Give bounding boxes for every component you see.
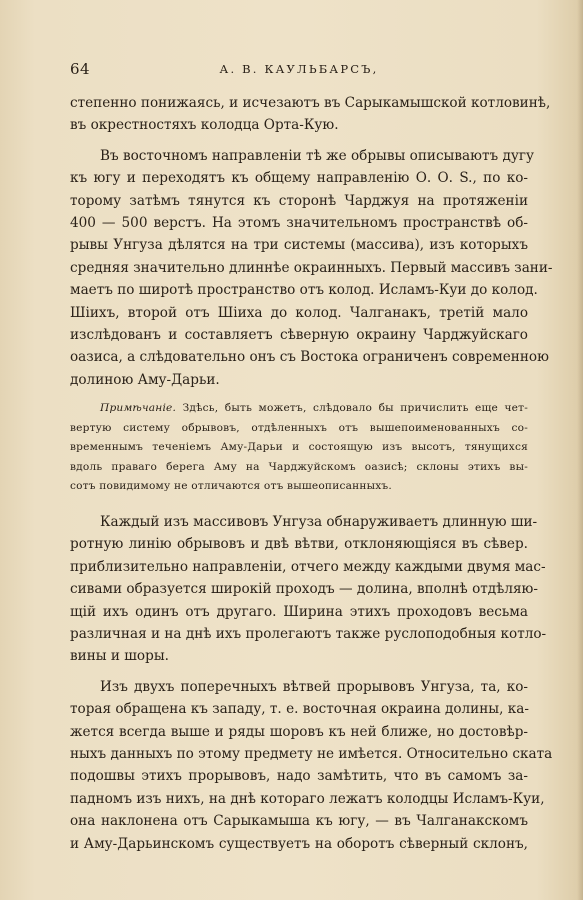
text-line: подошвы этихъ прорывовъ, надо замѣтить, что въ самомъ за- [70, 768, 528, 785]
text-line: жется всегда выше и ряды шоровъ къ ней ближе, но достовѣр- [70, 723, 528, 740]
note-line: временнымъ теченіемъ Аму-Дарьи и состоящую изъ высотъ, тянущихся [70, 441, 528, 454]
note-label: Примѣчаніе. [100, 402, 177, 415]
body-text [70, 92, 553, 855]
text-line: торому затѣмъ тянутся къ сторонѣ Чарджуя на протяженіи [70, 192, 528, 209]
text-line: долиною Аму-Дарьи. [70, 371, 220, 388]
text-line: Въ восточномъ направленіи тѣ же обрывы описываютъ дугу [100, 147, 534, 164]
paragraph-3 [70, 511, 547, 668]
text-line: вины и шоры. [70, 648, 169, 665]
text-line: къ югу и переходятъ къ общему направленію О. О. S., по ко- [70, 170, 528, 187]
text-line: приблизительно направленіи, отчего между каждыми двумя мас- [70, 558, 546, 575]
running-head: А. В. КАУЛЬБАРСЪ, [219, 62, 379, 76]
text-line: изслѣдованъ и составляетъ сѣверную окраину Чарджуйскаго [70, 326, 528, 343]
text-line: падномъ изъ нихъ, на днѣ котораго лежатъ колодцы Исламъ-Куи, [70, 790, 545, 807]
text-line: ныхъ данныхъ по этому предмету не имѣется. Относительно ската [70, 745, 553, 762]
text-line: различная и на днѣ ихъ пролегаютъ также руслоподобныя котло- [70, 626, 547, 642]
text-line: 400 — 500 верстъ. На этомъ значительномъ пространствѣ об- [70, 214, 528, 231]
text-line: щій ихъ одинъ отъ другаго. Ширина этихъ проходовъ весьма [70, 603, 528, 620]
footnote [70, 399, 528, 497]
text-line: въ окрестностяхъ колодца Орта-Кую. [70, 117, 339, 134]
note-text: Здѣсь, быть можетъ, слѣдовало бы причислить еще чет- [182, 402, 528, 415]
text-line: Каждый изъ массивовъ Унгуза обнаруживаетъ длинную ши- [100, 514, 538, 531]
text-line: маетъ по широтѣ пространство отъ колод. Исламъ-Куи до колод. [70, 282, 538, 299]
text-line: средняя значительно длиннѣе окраинныхъ. Первый массивъ зани- [70, 259, 553, 276]
paragraph-1 [70, 92, 551, 137]
text-line: оазиса, а слѣдовательно онъ съ Востока ограниченъ современною [70, 349, 549, 366]
text-line: сивами образуется широкій проходъ — долина, вполнѣ отдѣляю- [70, 581, 538, 598]
paragraph-4 [70, 676, 553, 855]
text-line: рывы Унгуза дѣлятся на три системы (массива), изъ которыхъ [70, 237, 528, 254]
page-header [70, 60, 528, 82]
text-line: Шіихъ, второй отъ Шіиха до колод. Чалганакъ, третій мало [70, 304, 528, 321]
text-line: степенно понижаясь, и исчезаютъ въ Сарыкамышской котловинѣ, [70, 95, 551, 111]
note-line [70, 399, 528, 419]
page-fold-shadow [577, 0, 583, 900]
text-line: ротную линію обрывовъ и двѣ вѣтви, отклоняющіяся въ сѣвер. [70, 536, 528, 553]
note-line: вертую систему обрывовъ, отдѣленныхъ отъ вышепоименованныхъ со- [70, 421, 528, 434]
note-line: сотъ повидимому не отличаются отъ вышеописанныхъ. [70, 480, 392, 493]
paragraph-2 [70, 145, 553, 391]
text-line: торая обращена къ западу, т. е. восточная окраина долины, ка- [70, 701, 529, 718]
text-line: она наклонена отъ Сарыкамыша къ югу, — въ Чалганакскомъ [70, 813, 528, 830]
text-line: Изъ двухъ поперечныхъ вѣтвей прорывовъ Унгуза, та, ко- [100, 678, 528, 695]
page-number: 64 [70, 60, 91, 78]
text-line: и Аму-Дарьинскомъ существуетъ на оборотъ сѣверный склонъ, [70, 835, 528, 852]
note-line: вдоль праваго берега Аму на Чарджуйскомъ оазисѣ; склоны этихъ вы- [70, 460, 528, 473]
